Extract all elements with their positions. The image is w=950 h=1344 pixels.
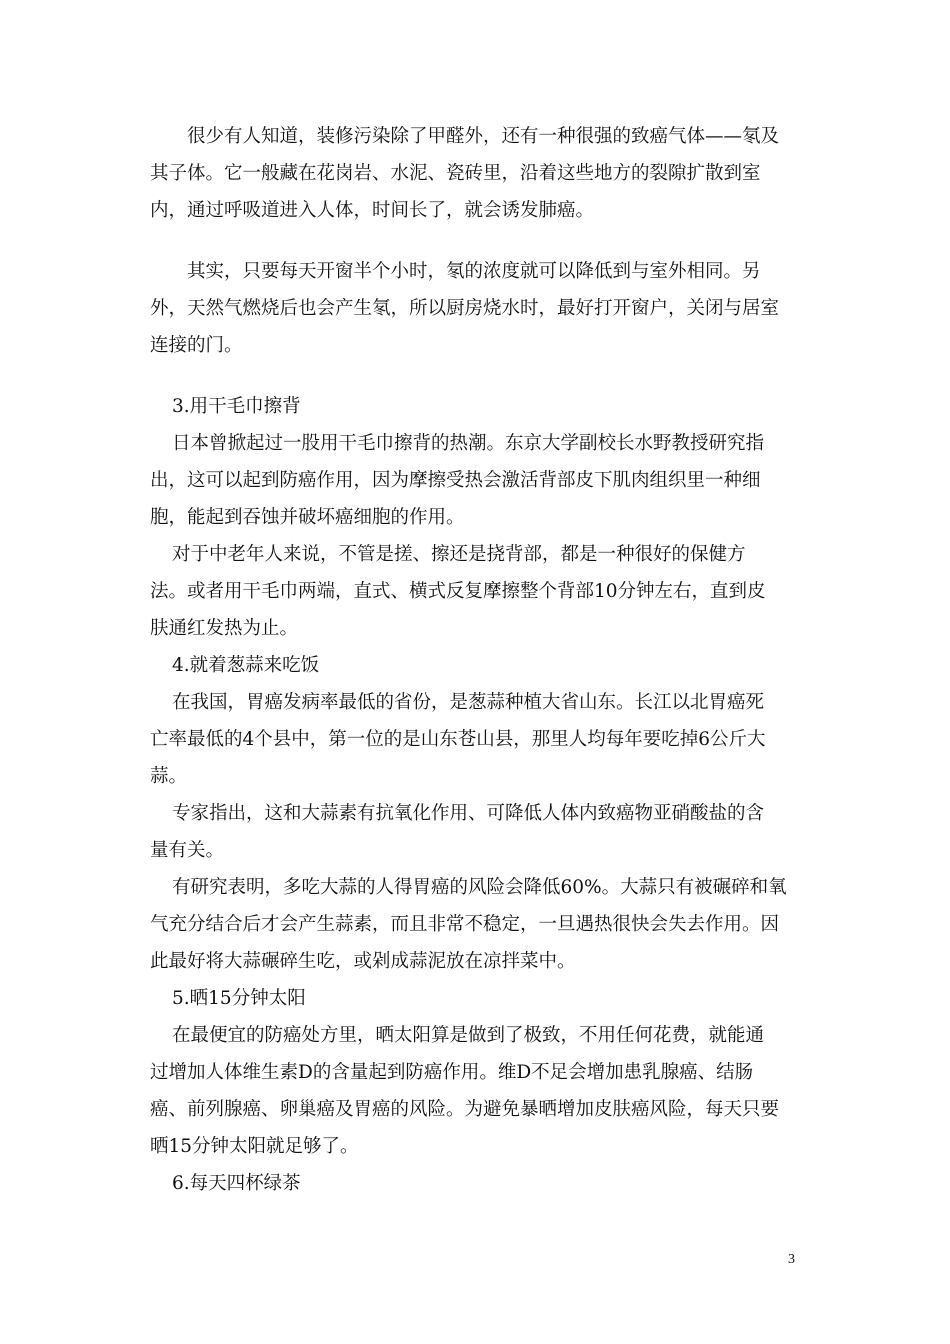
section-heading: 6.每天四杯绿茶 [172,1173,301,1194]
text-line: 对于中老年人来说，不管是搓、擦还是挠背部，都是一种很好的保健方 [172,544,746,565]
section-heading: 4.就着葱蒜来吃饭 [172,655,320,676]
text-line: 蒜。 [150,766,188,787]
text-line: 气充分结合后才会产生蒜素，而且非常不稳定，一旦遇热很快会失去作用。因 [150,914,780,935]
paragraph-radon-advice [150,253,802,364]
section-sunlight [150,980,802,1165]
section-green-tea [150,1165,802,1202]
text-line: 连接的门。 [150,335,243,356]
text-line: 在最便宜的防癌处方里，晒太阳算是做到了极致，不用任何花费，就能通 [172,1025,765,1046]
section-towel-rub [150,388,802,647]
text-line: 此最好将大蒜碾碎生吃，或剁成蒜泥放在凉拌菜中。 [150,951,576,972]
text-line: 日本曾掀起过一股用干毛巾擦背的热潮。东京大学副校长水野教授研究指 [172,433,765,454]
text-line: 外，天然气燃烧后也会产生氡，所以厨房烧水时，最好打开窗户，关闭与居室 [150,298,780,319]
text-line: 很少有人知道，装修污染除了甲醛外，还有一种很强的致癌气体——氡及 [187,126,780,147]
text-line: 胞，能起到吞蚀并破坏癌细胞的作用。 [150,507,465,528]
section-heading: 3.用干毛巾擦背 [172,396,301,417]
text-line: 量有关。 [150,840,225,861]
section-heading: 5.晒15分钟太阳 [172,988,306,1009]
section-garlic [150,647,802,980]
text-line: 内，通过呼吸道进入人体，时间长了，就会诱发肺癌。 [150,200,595,221]
text-line: 出，这可以起到防癌作用，因为摩擦受热会激活背部皮下肌肉组织里一种细 [150,470,761,491]
text-line: 在我国，胃癌发病率最低的省份，是葱蒜种植大省山东。长江以北胃癌死 [172,692,765,713]
text-line: 癌、前列腺癌、卵巢癌及胃癌的风险。为避免暴晒增加皮肤癌风险，每天只要 [150,1099,780,1120]
text-line: 过增加人体维生素D的含量起到防癌作用。维D不足会增加患乳腺癌、结肠 [150,1062,754,1083]
paragraph-radon-intro [150,118,802,229]
text-line: 肤通红发热为止。 [150,618,299,639]
page-number: 3 [788,1252,795,1267]
text-line: 法。或者用干毛巾两端，直式、横式反复摩擦整个背部10分钟左右，直到皮 [150,581,766,602]
text-line: 有研究表明，多吃大蒜的人得胃癌的风险会降低60%。大蒜只有被碾碎和氧 [172,877,787,898]
text-line: 其实，只要每天开窗半个小时，氡的浓度就可以降低到与室外相同。另 [187,261,761,282]
text-line: 晒15分钟太阳就足够了。 [150,1136,359,1157]
text-line: 其子体。它一般藏在花岗岩、水泥、瓷砖里，沿着这些地方的裂隙扩散到室 [150,163,761,184]
text-line: 专家指出，这和大蒜素有抗氧化作用、可降低人体内致癌物亚硝酸盐的含 [172,803,765,824]
text-line: 亡率最低的4个县中，第一位的是山东苍山县，那里人均每年要吃掉6公斤大 [150,729,766,750]
